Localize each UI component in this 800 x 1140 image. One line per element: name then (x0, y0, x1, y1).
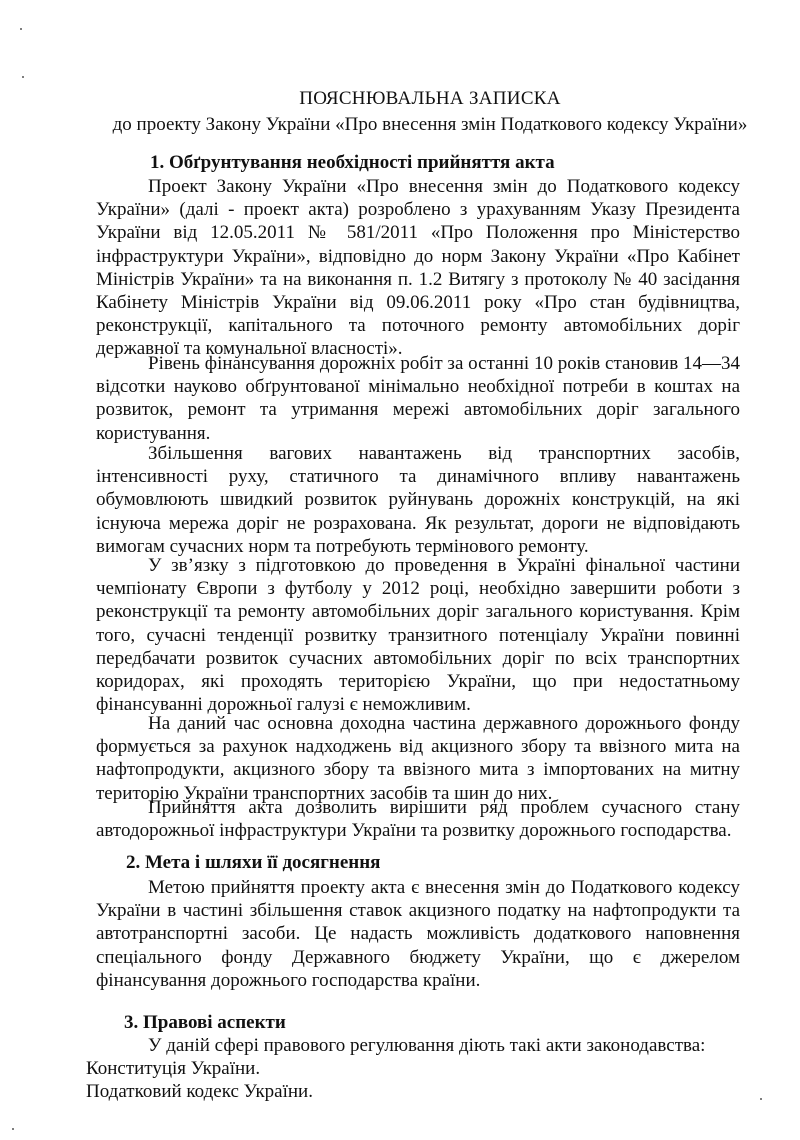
scan-speck (20, 28, 22, 30)
law-list-item: Конституція України. (86, 1058, 261, 1079)
law-list-item: Податковий кодекс України. (86, 1081, 313, 1102)
section-3-intro: У даній сфері правового регулювання діють такі акти законодавства: (148, 1035, 706, 1056)
section-2-heading: 2. Мета і шляхи її досягнення (126, 852, 381, 873)
section-1-paragraph-6: Прийняття акта дозволить вирішити ряд проблем сучасного стану автодорожньої інфраструктури України та розвитку дорожнього господарства. (96, 797, 740, 842)
document-subtitle: до проекту Закону України «Про внесення змін Податкового кодексу України» (112, 114, 748, 135)
section-3-heading: 3. Правові аспекти (124, 1012, 286, 1033)
section-1-paragraph-5: На даний час основна доходна частина державного дорожнього фонду формується за рахунок надходжень від акцизного збору та ввізного мита на нафтопродукти, акцизного збору та ввізного мита з імпортованих на митну територію України транспортних засобів та шин до них. (96, 713, 740, 804)
section-1-paragraph-2: Рівень фінансування дорожніх робіт за останні 10 років становив 14—34 відсотки науково обґрунтованої мінімально необхідної потреби в коштах на розвиток, ремонт та утримання мережі автомобільних доріг загального користування. (96, 353, 740, 444)
section-1-heading: 1. Обґрунтування необхідності прийняття акта (150, 152, 555, 173)
section-2-paragraph-1: Метою прийняття проекту акта є внесення змін до Податкового кодексу України в частині збільшення ставок акцизного податку на нафтопродукти та автотранспортні засоби. Це надасть можливість додаткового наповнення спеціального фонду Державного бюджету України, що є джерелом фінансування дорожнього господарства країни. (96, 877, 740, 991)
scan-speck (12, 1128, 14, 1130)
scan-speck (760, 1098, 762, 1100)
document-title: ПОЯСНЮВАЛЬНА ЗАПИСКА (299, 88, 561, 109)
section-1-paragraph-3: Збільшення вагових навантажень від транспортних засобів, інтенсивності руху, статичного та динамічного впливу навантажень обумовлюють швидкий розвиток руйнувань дорожніх конструкцій, на які існуюча мережа доріг не розрахована. Як результат, дороги не відповідають вимогам сучасних норм та потребують термінового ремонту. (96, 443, 740, 557)
section-1-paragraph-4: У зв’язку з підготовкою до проведення в Україні фінальної частини чемпіонату Європи з футболу у 2012 році, необхідно завершити роботи з реконструкції та ремонту автомобільних доріг загального користування. Крім того, сучасні тенденції розвитку транзитного потенціалу України повинні передбачати розвиток сучасних автомобільних доріг по всіх транспортних коридорах, які проходять територією України, що при недостатньому фінансуванні дорожньої галузі є неможливим. (96, 555, 740, 716)
scan-speck (22, 76, 24, 78)
section-1-paragraph-1: Проект Закону України «Про внесення змін до Податкового кодексу України» (далі - проект акта) розроблено з урахуванням Указу Президента України від 12.05.2011 № 581/2011 «Про Положення про Міністерство інфраструктури України», відповідно до норм Закону України «Про Кабінет Міністрів України» та на виконання п. 1.2 Витягу з протоколу № 40 засідання Кабінету Міністрів України від 09.06.2011 року «Про стан будівництва, реконструкції, капітального та поточного ремонту автомобільних доріг державної та комунальної власності». (96, 176, 740, 360)
